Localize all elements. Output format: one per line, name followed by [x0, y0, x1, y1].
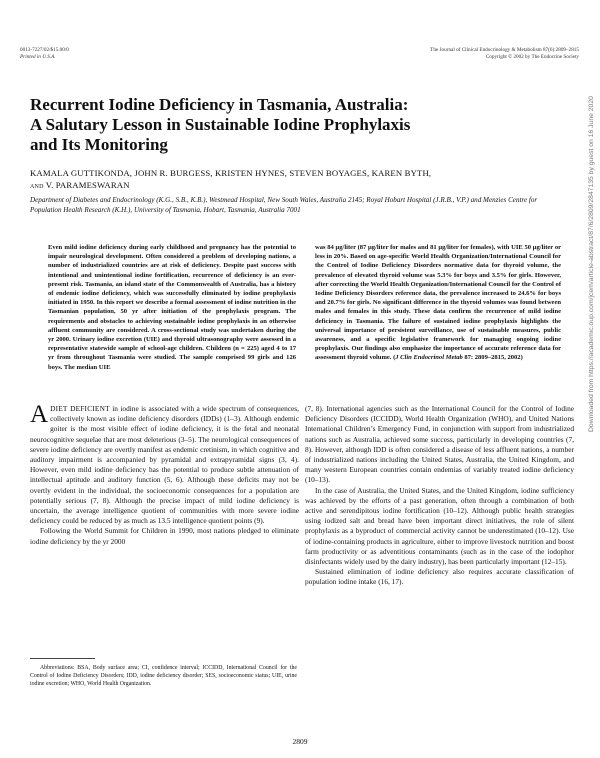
authors-line-1: KAMALA GUTTIKONDA, JOHN R. BURGESS, KRISTEN HYNES, STEVEN BOYAGES, KAREN BYTH, — [30, 168, 432, 178]
last-author: V. PARAMESWARAN — [45, 179, 130, 190]
paragraph: Following the World Summit for Children in 1990, most nations pledged to eliminate iodine deficiency by the yr 2000 — [30, 526, 299, 546]
footnote: Abbreviations: BSA, Body surface area; CI, confidence interval; ICCIDD, International Council for the Control of Iodine Deficiency Disorders; IDD, iodine deficiency disorder; SES, socioeconomic status; UIE, urine iodine excretion; WHO, World Health Organization. — [30, 665, 297, 687]
download-sidebar: Downloaded from https://academic.oup.com/jcem/article-abstract/87/6/2809/2847135 by guest on 16 June 2020 — [588, 96, 595, 432]
body-column-right — [305, 404, 574, 588]
title-line: Recurrent Iodine Deficiency in Tasmania, Australia: — [30, 95, 409, 114]
author-list — [30, 168, 570, 191]
authors-line-2 — [30, 180, 570, 192]
issn: 0013-7227/02/$15.00/0 — [20, 47, 69, 53]
body-column-left — [30, 401, 299, 547]
title-line: and Its Monitoring — [30, 135, 168, 154]
abstract-citation: 87: 2809–2815, 2002) — [462, 354, 523, 362]
paragraph: In the case of Australia, the United States, and the United Kingdom, iodine sufficiency was achieved by the efforts of a past generation, often through a combination of both active and serendipitous iodine fortification (10–12). Although public health strategies using iodized salt and bread have been important direct initiatives, the role of silent prophylaxis as a byproduct of commercial activity cannot be underestimated (10–12). Use of iodine-containing products in agriculture, either to improve livestock nutrition and boost farm productivity or as adventitious contaminants (such as in the case of the iodophor disinfectants widely used by the dairy industry), has been particularly important (12–15). — [305, 485, 574, 567]
lead-words: DIET DEFICIENT — [50, 404, 110, 413]
abstract-right — [315, 243, 561, 363]
paragraph-text: in iodine is associated with a wide spectrum of consequences, collectively known as iodine deficiency disorders (IDDs) (1–3). Although endemic goiter is the most visible effect of iodine deficiency, it is the fetal and neonatal neurocognitive sequelae that are most deleterious (3–5). The neurological consequences of severe iodine deficiency are overtly manifest as endemic cretinism, in which cognitive and auditory impairment is accompanied by pyramidal and extrapyramidal signs (3, 4). However, even mild iodine deficiency has the potential to produce subtle attenuation of intellectual aptitude and auditory function (5, 6). Although these deficits may not be overtly evident in the individual, the socioeconomic consequences for a population are potentially serious (7, 8). Although the precise impact of mild iodine deficiency is uncertain, the average intelligence quotient of communities with more severe iodine deficiency could be reduced by as much as 13.5 intelligence quotient points (9). — [30, 404, 299, 526]
article-title — [30, 95, 500, 155]
and-word: and — [30, 179, 44, 190]
abstract-left: Even mild iodine deficiency during early childhood and pregnancy has the potential to impair neurological development. Often considered a problem of developing nations, a number of industrialized countries are at risk of deficiency. Despite past success with intentional and unintentional iodine fortification, recurrence of deficiency is an ever-present risk. Tasmania, an island state of the Commonwealth of Australia, has a history of endemic iodine deficiency, which was successfully eliminated by iodine prophylaxis initiated in 1950. In this report we describe a formal assessment of iodine nutrition in the Tasmanian population, 50 yr after initiation of the prophylaxis program. The requirements and obstacles to achieving sustainable iodine prophylaxis in an otherwise affluent community are considered. A cross-sectional study was undertaken during the yr 2000. Urinary iodine excretion (UIE) and thyroid ultrasonography were assessed in a representative statewide sample of school-age children. Children (n = 225) aged 4 to 17 yr from throughout Tasmania were studied. The sample comprised 99 girls and 126 boys. The median UIE — [48, 244, 296, 371]
journal-abbrev: J Clin Endocrinol Metab — [395, 354, 463, 362]
title-line: A Salutary Lesson in Sustainable Iodine Prophylaxis — [30, 115, 411, 134]
paragraph — [30, 401, 299, 526]
journal-header-left — [20, 47, 69, 61]
journal-citation: The Journal of Clinical Endocrinology & Metabolism 87(6):2809–2815 — [430, 47, 579, 53]
abstract-right-text: was 84 μg/liter (87 μg/liter for males and 81 μg/liter for females), with UIE 50 μg/liter or less in 20%. Based on age-specific World Health Organization/International Council for the Control of Iodine Deficiency Disorders normative data for thyroid volume, the prevalence of elevated thyroid volume was 5.3% for boys and 3.5% for girls. However, after correcting the World Health Organization/International Council for the Control of Iodine Deficiency Disorders reference data, the prevalence increased to 24.6% for boys and 20.7% for girls. No significant difference in the thyroid volumes was found between males and females in this study. These data confirm the recurrence of mild iodine deficiency in Tasmania. The failure of sustained iodine prophylaxis highlights the universal importance of persistent surveillance, use of sustainable measures, public awareness, and a specific legislative framework for managing ongoing iodine prophylaxis. Our findings also emphasize the importance of accurate reference data for assessment thyroid volume. ( — [315, 244, 561, 362]
copyright: Copyright © 2002 by The Endocrine Society — [485, 54, 579, 60]
paragraph: Sustained elimination of iodine deficiency also requires accurate classification of population iodine intake (16, 17). — [305, 567, 574, 587]
printed-in: Printed in U.S.A. — [20, 54, 56, 60]
footnote-rule — [30, 658, 95, 659]
journal-header-right — [430, 47, 579, 61]
affiliation: Department of Diabetes and Endocrinology (K.G., S.B., K.B.), Westmead Hospital, New South Wales, Australia 2145; Royal Hobart Hospital (J.R.B., V.P.) and Menzies Centre for Population Health Research (K.H.), University of Tasmania, Hobart, Tasmania, Australia 7001 — [30, 196, 538, 214]
drop-cap: A — [30, 401, 49, 428]
page-number: 2809 — [292, 737, 308, 746]
paragraph: (7, 8). International agencies such as the International Council for the Control of Iodine Deficiency Disorders (ICCIDD), World Health Organization (WHO), and United Nations International Children’s Emergency Fund, in conjunction with support from industrialized nations such as Australia, achieved some success, particularly in developing countries (7, 8). However, although IDD is often considered a disease of less affluent nations, a number of industrialized nations including the United States, Australia, the United Kingdom, and many western European countries contain endemias of variably treated iodine deficiency (10–13). — [305, 404, 574, 485]
